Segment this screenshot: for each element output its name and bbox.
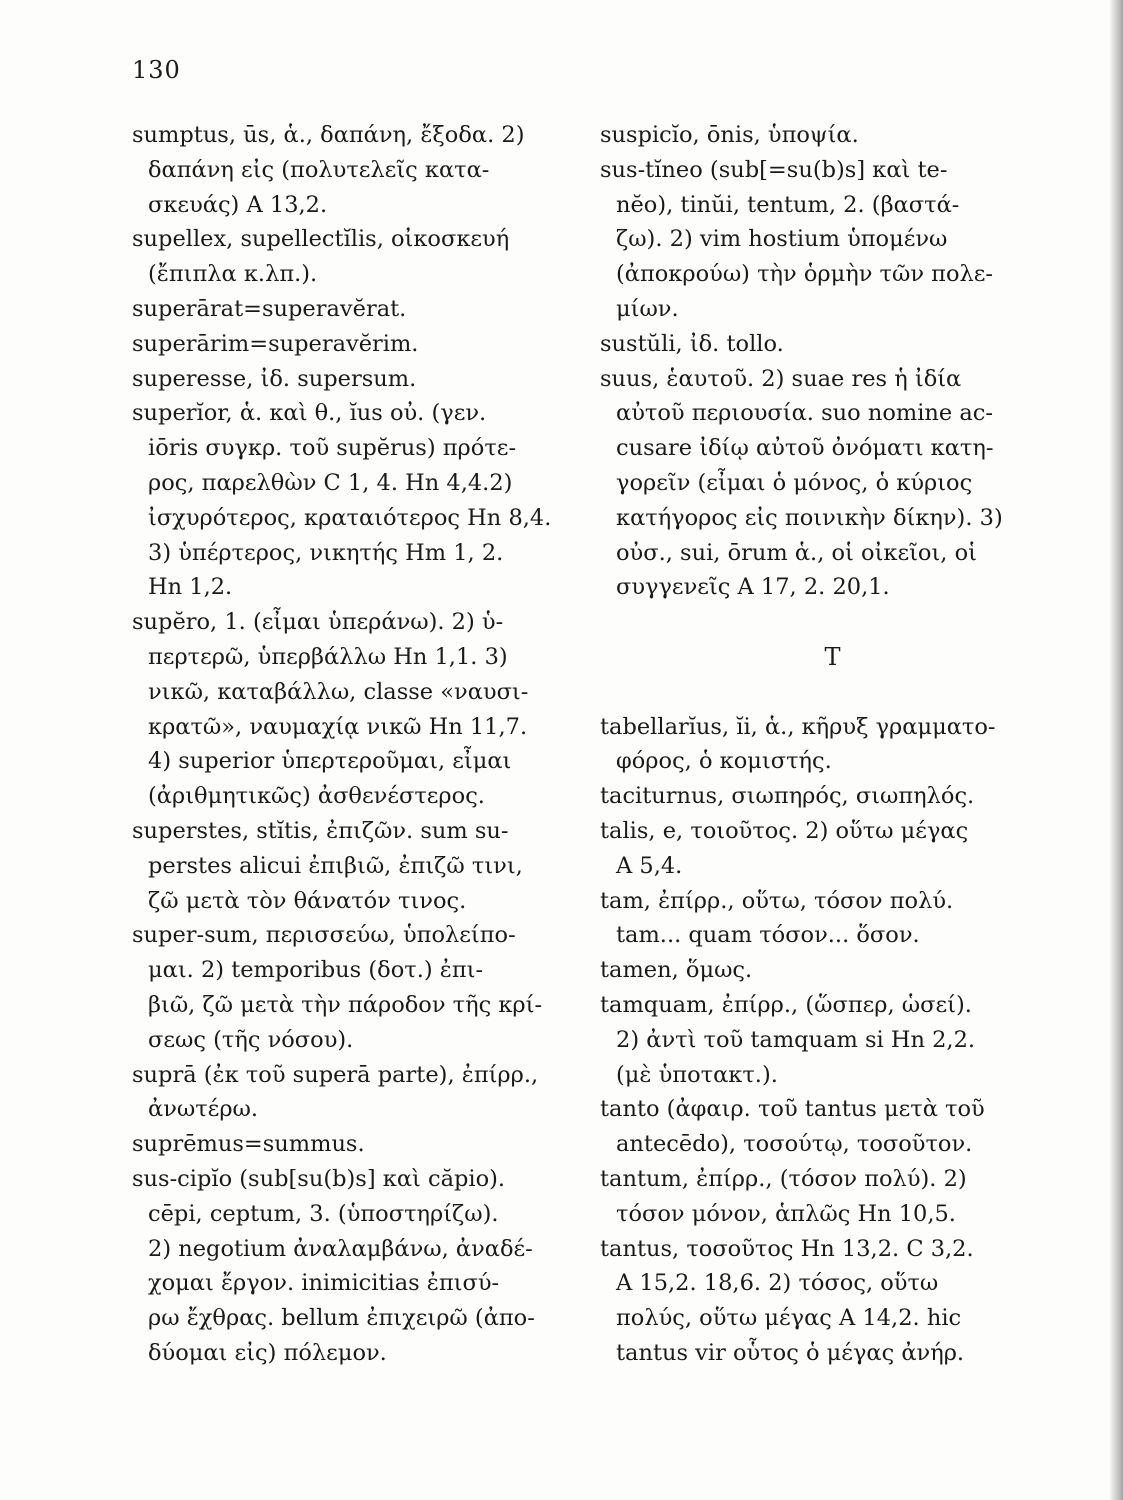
- page-number: 130: [132, 56, 181, 84]
- entry-line: χομαι ἔργον. inimicitias ἐπισύ-: [148, 1270, 500, 1297]
- entry-line: cēpi, ceptum, 3. (ὑποστηρίζω).: [148, 1200, 499, 1227]
- entry-line: taciturnus, σιωπηρός, σιωπηλός.: [600, 783, 975, 810]
- entry-line: sustŭli, ἰδ. tollo.: [600, 330, 784, 357]
- entry-line: (ἀριθμητικῶς) ἀσθενέστερος.: [148, 783, 485, 810]
- entry-line: superārat=superavĕrat.: [132, 295, 407, 322]
- entry-line: σκευάς) A 13,2.: [148, 191, 328, 218]
- entry-line: tanto (ἀφαιρ. τοῦ tantus μετὰ τοῦ: [600, 1096, 985, 1123]
- entry-line: cusare ἰδίῳ αὐτοῦ ὀνόματι κατη-: [616, 435, 994, 462]
- entry-line: νικῶ, καταβάλλω, classe «ναυσι-: [148, 678, 529, 705]
- entry-line: ἰσχυρότερος, κραταιότερος Hn 8,4.: [148, 504, 552, 531]
- entry-line: super-sum, περισσεύω, ὑπολείπο-: [132, 922, 516, 949]
- entry-line: 2) negotium ἀναλαμβάνω, ἀναδέ-: [148, 1235, 533, 1262]
- entry-line: supellex, supellectĭlis, οἰκοσκευή: [132, 226, 510, 253]
- entry-line: tantum, ἐπίρρ., (τόσον πολύ). 2): [600, 1165, 967, 1192]
- entry-line: sumptus, ūs, ἁ., δαπάνη, ἔξοδα. 2): [132, 122, 525, 148]
- entry-line: tamen, ὅμως.: [600, 957, 753, 984]
- entry-line: supĕro, 1. (εἶμαι ὑπεράνω). 2) ὑ-: [132, 609, 504, 636]
- section-spacer: [600, 675, 1065, 710]
- entry-line: Hn 1,2.: [148, 574, 233, 601]
- entry-line: συγγενεῖς A 17, 2. 20,1.: [616, 574, 890, 601]
- entry-line: tam... quam τόσον... ὅσον.: [616, 922, 920, 949]
- entry-line: tantus vir οὗτος ὁ μέγας ἀνήρ.: [616, 1339, 965, 1366]
- entry-line: A 15,2. 18,6. 2) τόσος, οὕτω: [616, 1270, 939, 1297]
- entry-line: 3) ὑπέρτερος, νικητής Hm 1, 2.: [148, 539, 504, 566]
- entry-line: μαι. 2) temporibus (δοτ.) ἐπι-: [148, 957, 484, 984]
- entry-line: ζῶ μετὰ τὸν θάνατόν τινος.: [148, 887, 467, 914]
- entry-line: sus-cipĭo (sub[su(b)s] καὶ căpio).: [132, 1165, 506, 1192]
- entry-line: σεως (τῆς νόσου).: [148, 1026, 354, 1053]
- entry-line: 4) superior ὑπερτεροῦμαι, εἶμαι: [148, 748, 512, 775]
- left-column: [132, 118, 572, 1371]
- entry-line: superārim=superavĕrim.: [132, 330, 419, 357]
- entry-line: sus-tĭneo (sub[=su(b)s] καὶ te-: [600, 156, 948, 183]
- entry-line: ρος, παρελθὼν C 1, 4. Hn 4,4.2): [148, 469, 513, 496]
- entry-line: ρω ἔχθρας. bellum ἐπιχειρῶ (ἀπο-: [148, 1305, 535, 1332]
- entry-line: talis, e, τοιοῦτος. 2) οὕτω μέγας: [600, 817, 969, 844]
- entry-line: nĕo), tinŭi, tentum, 2. (βαστά-: [616, 191, 960, 218]
- entry-line: βιῶ, ζῶ μετὰ τὴν πάροδον τῆς κρί-: [148, 991, 543, 1018]
- entry-line: κρατῶ», ναυμαχίᾳ νικῶ Hn 11,7.: [148, 713, 528, 740]
- entry-line: περτερῶ, ὑπερβάλλω Hn 1,1. 3): [148, 643, 508, 670]
- entry-line: tamquam, ἐπίρρ., (ὥσπερ, ὡσεί).: [600, 991, 972, 1018]
- entry-line: tam, ἐπίρρ., οὕτω, τόσον πολύ.: [600, 887, 954, 914]
- entry-line: suprā (ἐκ τοῦ superā parte), ἐπίρρ.,: [132, 1061, 539, 1088]
- section-spacer: [600, 605, 1065, 640]
- entry-line: superesse, ἰδ. supersum.: [132, 365, 417, 392]
- entry-line: perstes alicui ἐπιβιῶ, ἐπιζῶ τινι,: [148, 852, 523, 879]
- entry-line: ἀνωτέρω.: [148, 1096, 259, 1123]
- entry-line: iōris συγκρ. τοῦ supĕrus) πρότε-: [148, 435, 517, 462]
- entry-line: (ἀποκρούω) τὴν ὁρμὴν τῶν πολε-: [616, 261, 994, 288]
- entry-line: γορεῖν (εἶμαι ὁ μόνος, ὁ κύριος: [616, 469, 973, 496]
- entry-line: tabellarĭus, ĭi, ἁ., κῆρυξ γραμματο-: [600, 713, 996, 740]
- entry-line: suprēmus=summus.: [132, 1131, 365, 1158]
- entry-line: αὐτοῦ περιουσία. suo nomine ac-: [616, 400, 993, 427]
- entry-line: οὐσ., sui, ōrum ἁ., οἱ οἰκεῖοι, οἱ: [616, 539, 977, 566]
- section-letter-heading: T: [824, 642, 841, 671]
- page-edge-shadow: [1109, 0, 1123, 1500]
- entry-line: τόσον μόνον, ἁπλῶς Hn 10,5.: [616, 1200, 956, 1227]
- entry-line: tantus, τοσοῦτος Hn 13,2. C 3,2.: [600, 1235, 974, 1262]
- right-column: [600, 118, 1065, 1371]
- entry-line: superĭor, ἁ. καὶ θ., ĭus οὐ. (γεν.: [132, 400, 487, 427]
- entry-line: antecēdo), τοσούτῳ, τοσοῦτον.: [616, 1131, 973, 1158]
- entry-line: suspicĭo, ōnis, ὑποψία.: [600, 122, 859, 148]
- entry-line: (ἔπιπλα κ.λπ.).: [148, 261, 318, 288]
- entry-line: ζω). 2) vim hostium ὑπομένω: [616, 226, 948, 253]
- entry-line: suus, ἑαυτοῦ. 2) suae res ἡ ἰδία: [600, 365, 962, 392]
- entry-line: κατήγορος εἰς ποινικὴν δίκην). 3): [616, 504, 1003, 531]
- entry-line: φόρος, ὁ κομιστής.: [616, 748, 832, 775]
- entry-line: A 5,4.: [616, 852, 683, 879]
- entry-line: πολύς, οὕτω μέγας A 14,2. hic: [616, 1305, 962, 1332]
- entry-line: δαπάνη εἰς (πολυτελεῖς κατα-: [148, 156, 490, 183]
- entry-line: (μὲ ὑποτακτ.).: [616, 1061, 778, 1088]
- entry-line: μίων.: [616, 295, 679, 322]
- entry-line: superstes, stĭtis, ἐπιζῶν. sum su-: [132, 817, 509, 844]
- entry-line: δύομαι εἰς) πόλεμον.: [148, 1339, 387, 1366]
- entry-line: 2) ἀντὶ τοῦ tamquam si Hn 2,2.: [616, 1026, 976, 1053]
